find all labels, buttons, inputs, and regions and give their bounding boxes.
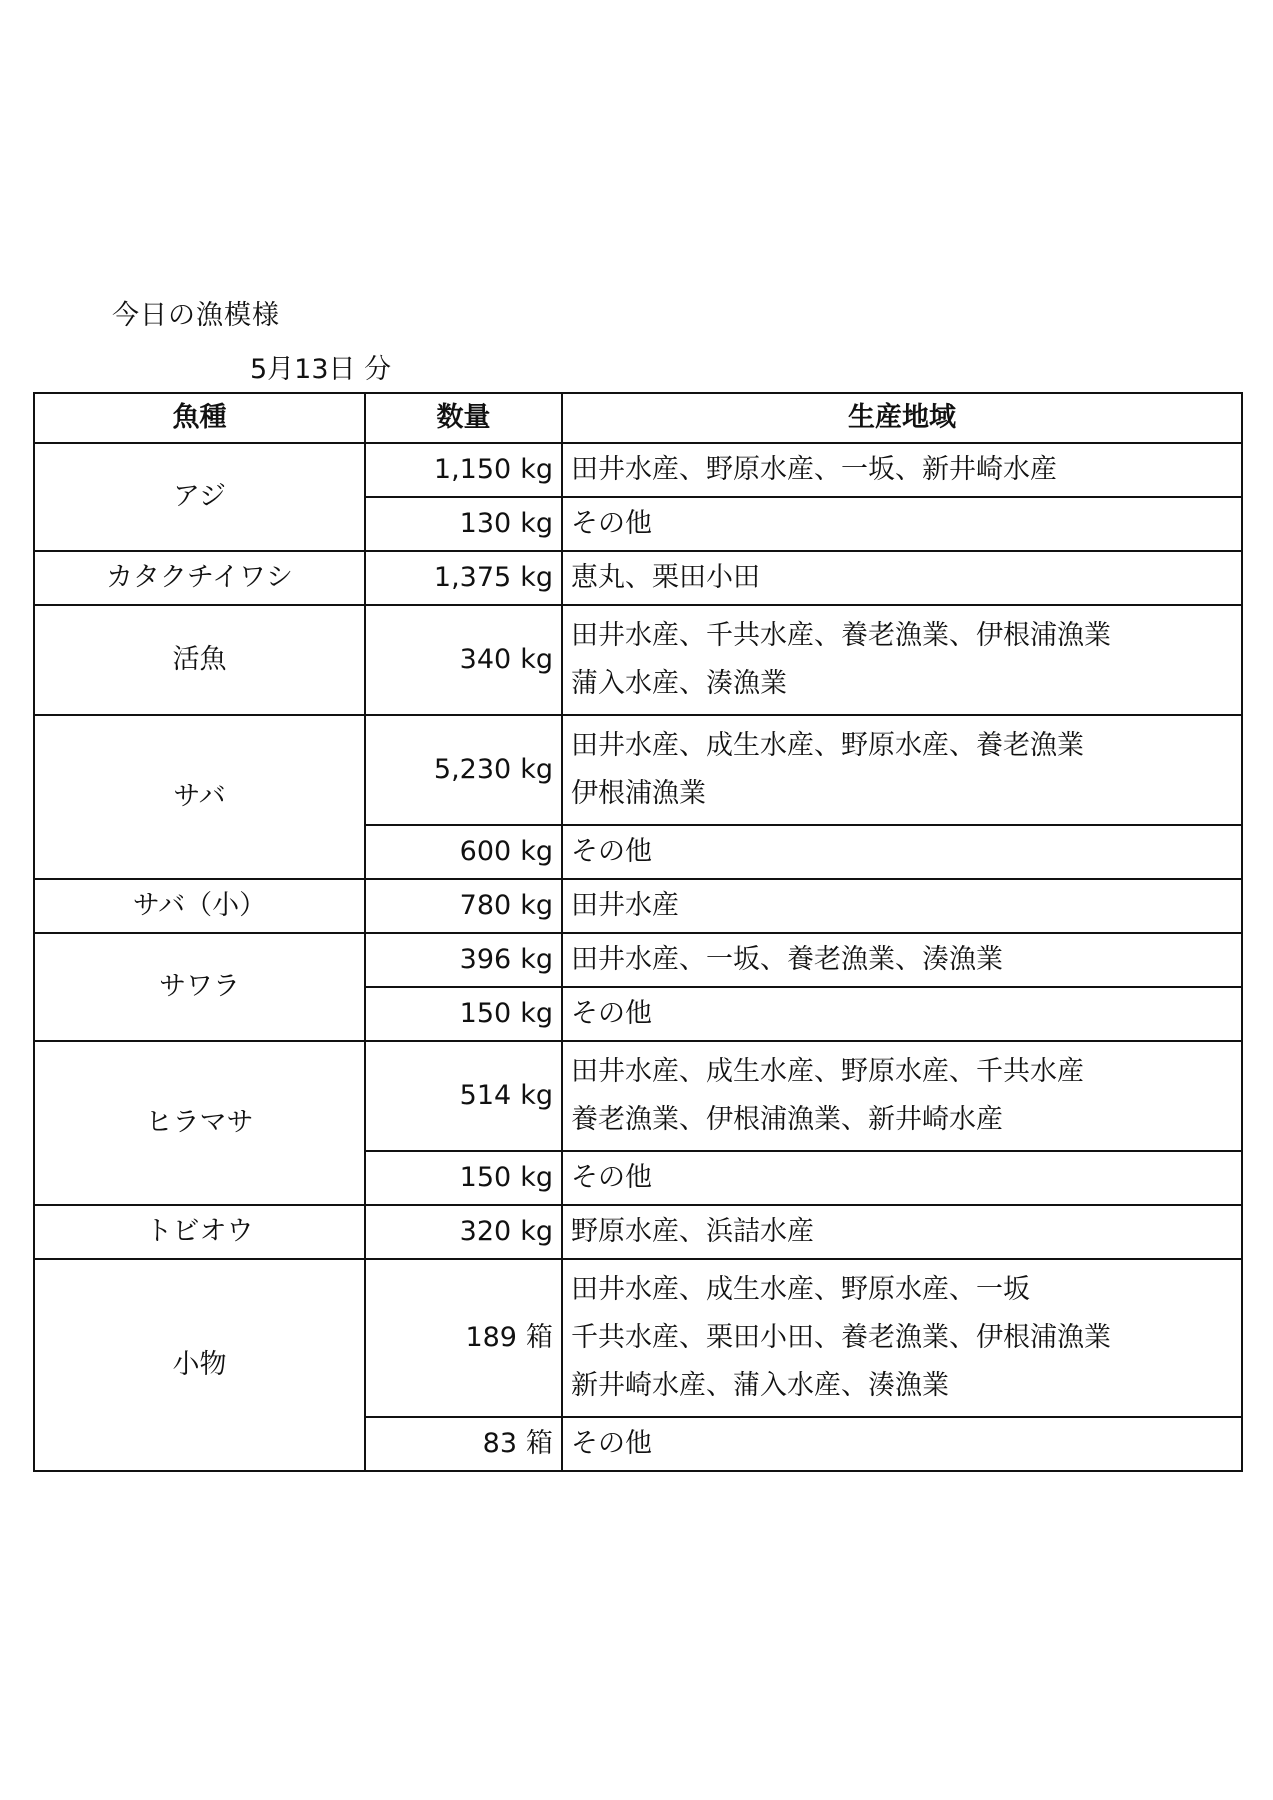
fish-name-cell: 活魚 (34, 605, 365, 715)
region-line: 田井水産、一坂、養老漁業、湊漁業 (571, 944, 1003, 975)
quantity-amount: 1,150 (433, 454, 512, 485)
quantity-cell (365, 879, 562, 933)
quantity-unit: kg (520, 562, 553, 593)
region-line: 養老漁業、伊根浦漁業、新井崎水産 (571, 1104, 1003, 1135)
quantity-cell (365, 1205, 562, 1259)
quantity-unit: kg (520, 890, 553, 921)
quantity-unit: kg (520, 1216, 553, 1247)
fish-name-cell: サワラ (34, 933, 365, 1041)
region-line: 田井水産、野原水産、一坂、新井崎水産 (571, 454, 1057, 485)
header-fish-type: 魚種 (34, 393, 365, 443)
quantity-amount: 600 (459, 836, 512, 867)
quantity-unit: kg (520, 508, 553, 539)
table-row (34, 933, 1242, 987)
table-row (34, 551, 1242, 605)
quantity-amount: 320 (459, 1216, 512, 1247)
fish-name-cell: サバ（小） (34, 879, 365, 933)
quantity-unit: 箱 (526, 1428, 553, 1459)
region-line: その他 (571, 836, 652, 867)
fish-name-cell: トビオウ (34, 1205, 365, 1259)
production-region-cell (562, 1259, 1242, 1417)
quantity-amount: 514 (459, 1080, 512, 1111)
quantity-unit: kg (520, 1080, 553, 1111)
production-region-cell (562, 1041, 1242, 1151)
quantity-cell (365, 497, 562, 551)
region-line: 田井水産、成生水産、野原水産、養老漁業 (571, 730, 1084, 761)
production-region-cell (562, 551, 1242, 605)
region-line: 恵丸、栗田小田 (571, 562, 760, 593)
catch-table (33, 392, 1243, 1472)
quantity-unit: kg (520, 644, 553, 675)
fish-name-cell: カタクチイワシ (34, 551, 365, 605)
quantity-unit: kg (520, 836, 553, 867)
region-line: その他 (571, 998, 652, 1029)
table-row (34, 879, 1242, 933)
production-region-cell (562, 497, 1242, 551)
production-region-cell (562, 987, 1242, 1041)
region-line: 田井水産、成生水産、野原水産、千共水産 (571, 1056, 1084, 1087)
production-region-cell (562, 715, 1242, 825)
region-line: 野原水産、浜詰水産 (571, 1216, 814, 1247)
quantity-amount: 150 (459, 998, 512, 1029)
quantity-cell (365, 443, 562, 497)
region-line: その他 (571, 508, 652, 539)
region-line: 千共水産、栗田小田、養老漁業、伊根浦漁業 (571, 1322, 1111, 1353)
region-line: その他 (571, 1162, 652, 1193)
quantity-cell (365, 605, 562, 715)
fish-name-cell: 小物 (34, 1259, 365, 1471)
report-date: 5月13日 分 (250, 354, 392, 385)
production-region-cell (562, 605, 1242, 715)
region-line: 田井水産、千共水産、養老漁業、伊根浦漁業 (571, 620, 1111, 651)
quantity-unit: kg (520, 1162, 553, 1193)
region-line: その他 (571, 1428, 652, 1459)
region-line: 田井水産 (571, 890, 679, 921)
production-region-cell (562, 443, 1242, 497)
quantity-amount: 189 (465, 1322, 517, 1353)
quantity-amount: 340 (459, 644, 512, 675)
table-header-row (34, 393, 1242, 443)
quantity-cell (365, 1151, 562, 1205)
quantity-amount: 5,230 (433, 754, 512, 785)
quantity-cell (365, 1259, 562, 1417)
quantity-cell (365, 825, 562, 879)
quantity-unit: kg (520, 998, 553, 1029)
production-region-cell (562, 1417, 1242, 1471)
quantity-cell (365, 1417, 562, 1471)
table-row (34, 605, 1242, 715)
quantity-amount: 130 (459, 508, 512, 539)
table-row (34, 715, 1242, 825)
quantity-cell (365, 1041, 562, 1151)
region-line: 蒲入水産、湊漁業 (571, 668, 787, 699)
quantity-unit: kg (520, 754, 553, 785)
production-region-cell (562, 825, 1242, 879)
fish-name-cell: アジ (34, 443, 365, 551)
quantity-cell (365, 551, 562, 605)
fish-name-cell: ヒラマサ (34, 1041, 365, 1205)
production-region-cell (562, 1205, 1242, 1259)
quantity-unit: kg (520, 454, 553, 485)
quantity-amount: 83 (482, 1428, 517, 1459)
fish-name-cell: サバ (34, 715, 365, 879)
table-row (34, 1041, 1242, 1151)
table-row (34, 1205, 1242, 1259)
quantity-amount: 780 (459, 890, 512, 921)
region-line: 伊根浦漁業 (571, 778, 706, 809)
table-body (34, 443, 1242, 1471)
quantity-amount: 150 (459, 1162, 512, 1193)
quantity-unit: 箱 (526, 1322, 553, 1353)
quantity-amount: 1,375 (433, 562, 512, 593)
table-row (34, 1259, 1242, 1417)
page-title: 今日の漁模様 (112, 300, 280, 331)
quantity-cell (365, 715, 562, 825)
production-region-cell (562, 1151, 1242, 1205)
table-row (34, 443, 1242, 497)
quantity-unit: kg (520, 944, 553, 975)
region-line: 田井水産、成生水産、野原水産、一坂 (571, 1274, 1030, 1305)
quantity-cell (365, 987, 562, 1041)
production-region-cell (562, 933, 1242, 987)
quantity-amount: 396 (459, 944, 512, 975)
region-line: 新井崎水産、蒲入水産、湊漁業 (571, 1370, 949, 1401)
header-production-region: 生産地域 (562, 393, 1242, 443)
quantity-cell (365, 933, 562, 987)
header-quantity: 数量 (365, 393, 562, 443)
production-region-cell (562, 879, 1242, 933)
